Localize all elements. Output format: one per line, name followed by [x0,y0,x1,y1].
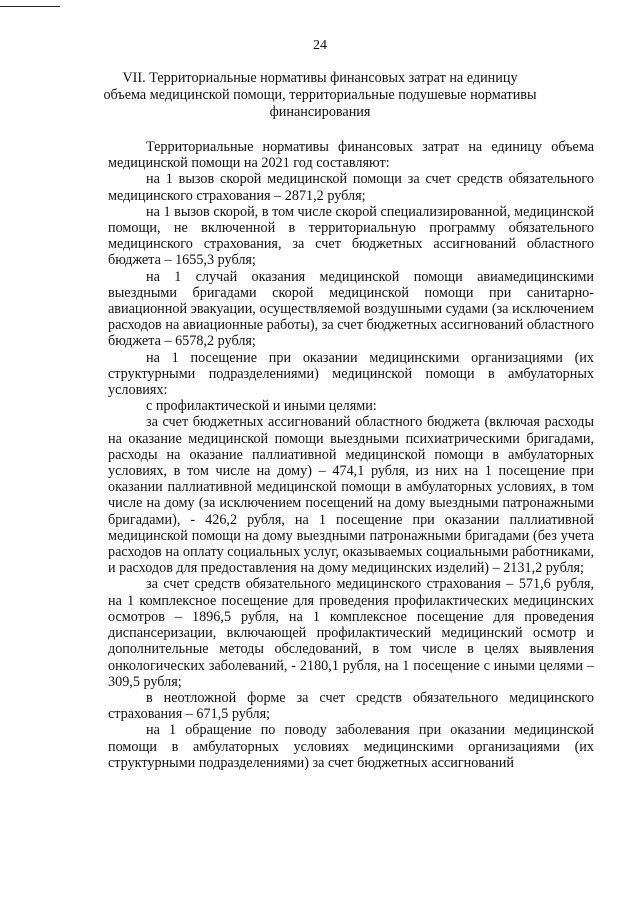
paragraph-compulsory-insurance: за счет средств обязательного медицинского страхования – 571,6 рубля, на 1 комплексное посещение для проведения профилактических медицинских осмотров – 1896,5 рубля, на 1 комплексное посещение для проведения диспансеризации, включающей профилактический медицинский осмотр и дополнительные методы обследований, в том числе в целях выявления онкологических заболеваний, - 2180,1 рубля, на 1 посещение с иными целями – 309,5 рубля; [108,576,594,690]
paragraph-urgent-form: в неотложной форме за счет средств обязательного медицинского страхования – 671,5 рубля; [108,689,594,723]
top-edge-rule [0,6,60,7]
page-number: 24 [313,38,327,53]
paragraph-regional-budget: за счет бюджетных ассигнований областного бюджета (включая расходы на оказание медицинской помощи выездными психиатрическими бригадами, расходы на оказание паллиативной медицинской помощи в амбулаторных условиях, в том числе на дому) – 474,1 рубля, из них на 1 посещение при оказании паллиативной медицинской помощи в амбулаторных условиях, в том числе на дому (за исключением посещений на дому выездными патронажными бригадами), - 426,2 рубля, на 1 посещение при оказании паллиативной медицинской помощи на дому выездными патронажными бригадами (без учета расходов на оплату социальных услуг, оказываемых социальными работниками, и расходов для предоставления на дому медицинских изделий) – 2131,2 рубля; [108,414,594,577]
paragraph-ambulance-specialized: на 1 вызов скорой, в том числе скорой специализированной, медицинской помощи, не включенной в территориальную программу обязательного медицинского страхования, за счет бюджетных ассигнований областного бюджета – 1655,3 рубля; [108,203,594,269]
paragraph-outpatient-visit: на 1 посещение при оказании медицинскими организациями (их структурными подразделениями) медицинской помощи в амбулаторных условиях: [108,349,594,399]
paragraph-disease-appeal: на 1 обращение по поводу заболевания при оказании медицинской помощи в амбулаторных условиях медицинскими организациями (их структурными подразделениями) за счет бюджетных ассигнований [108,722,594,771]
paragraph-intro: Территориальные нормативы финансовых затрат на единицу объема медицинской помощи на 2021 год составляют: [108,139,594,172]
paragraph-air-ambulance: на 1 случай оказания медицинской помощи авиамедицинскими выездными бригадами скорой медицинской помощи при санитарно-авиационной эвакуации, осуществляемой воздушными судами (за исключением расходов на авиационные работы), за счет бюджетных ассигнований областного бюджета – 6578,2 рубля; [108,268,594,350]
body-text [108,139,594,771]
section-heading: VII. Территориальные нормативы финансовых затрат на единицу объема медицинской помощи, территориальные подушевые нормативы финансирования [103,70,537,120]
paragraph-preventive: с профилактической и иными целями: [146,398,377,415]
paragraph-ambulance-call: на 1 вызов скорой медицинской помощи за счет средств обязательного медицинского страхования – 2871,2 рубля; [108,171,594,204]
